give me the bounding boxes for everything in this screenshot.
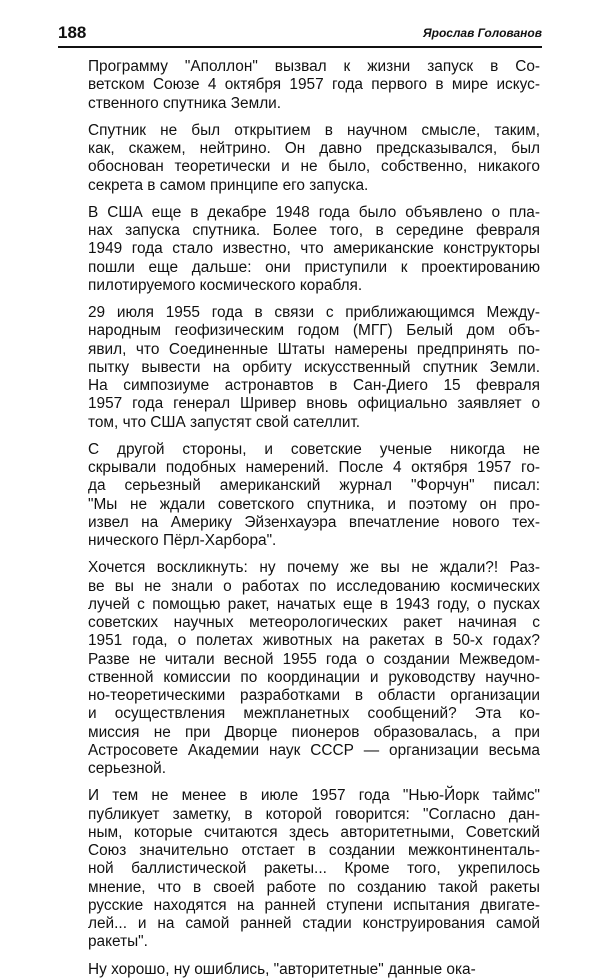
text-line: секрета в самом принципе его запуска.	[88, 176, 369, 194]
text-line: Астросовете Академии наук СССР — организации весьма	[88, 741, 540, 759]
text-line: Программу "Аполлон" вызвал к жизни запуск в Со-	[88, 58, 540, 75]
text-line: скрывали подобных намерений. После 4 октября 1957 го-	[88, 459, 540, 476]
text-line: Хочется воскликнуть: ну почему же вы не ждали?! Раз-	[88, 559, 540, 577]
paragraph	[88, 58, 540, 113]
text-line: И тем не менее в июле 1957 года "Нью-Йорк таймс"	[88, 787, 540, 805]
text-line: нического Пёрл-Харбора".	[88, 532, 277, 549]
text-line: "Мы не ждали советского спутника, и поэтому он про-	[88, 495, 540, 513]
paragraph-gap	[88, 778, 540, 787]
text-line: обоснован теоретически и не было, собственно, никакого	[88, 158, 540, 176]
paragraph	[88, 961, 540, 979]
text-line: Союз значительно отстает в создании межконтиненталь-	[88, 842, 540, 859]
text-line: 1951 года, о полетах животных на ракетах в 50-х годах?	[88, 632, 540, 650]
paragraph-gap	[88, 295, 540, 304]
paragraph-gap	[88, 113, 540, 122]
text-line: миссия не при Дворце пионеров образовалась, а при	[88, 723, 540, 741]
paragraph-gap	[88, 550, 540, 559]
text-line: советских научных метеорологических ракет начиная с	[88, 614, 540, 631]
text-line: том, что США запустят свой сателлит.	[88, 413, 361, 431]
text-line: ветском Союзе 4 октября 1957 года первого в мире искус-	[88, 76, 540, 94]
text-line: 1949 года стало известно, что американские конструкторы	[88, 240, 540, 258]
text-line: но-теоретическими разработками в области организации	[88, 687, 540, 704]
text-line: да серьезный американский журнал "Форчун" писал:	[88, 477, 540, 495]
running-head: Ярослав Голованов	[422, 26, 542, 40]
text-line: ным, которые считаются здесь авторитетными, Советский	[88, 823, 540, 841]
text-line: пошли еще дальше: они приступили к проектированию	[88, 258, 540, 276]
text-line: народным геофизическим годом (МГГ) Белый дом объ-	[88, 322, 540, 340]
text-line: публикует заметку, в которой говорится: "Согласно дан-	[88, 805, 540, 823]
body-text	[88, 58, 540, 979]
paragraph-gap	[88, 952, 540, 961]
text-line: лей... и на самой ранней стадии конструирования самой	[88, 915, 540, 932]
paragraph	[88, 559, 540, 778]
paragraph	[88, 122, 540, 195]
text-line: ве вы не знали о работах по исследованию космических	[88, 577, 540, 595]
paragraph	[88, 441, 540, 551]
text-line: ственного спутника Земли.	[88, 94, 282, 112]
text-line: На симпозиуме астронавтов в Сан-Диего 15 февраля	[88, 377, 540, 394]
text-line: В США еще в декабре 1948 года было объявлено о пла-	[88, 203, 540, 221]
text-line: Разве не читали весной 1955 года о создании Межведом-	[88, 650, 540, 668]
paragraph-gap	[88, 195, 540, 204]
text-line: ной баллистической ракеты... Кроме того, укрепилось	[88, 860, 540, 878]
paragraph	[88, 304, 540, 432]
text-line: извел на Америку Эйзенхауэра впечатление нового тех-	[88, 513, 540, 531]
text-line: и осуществления межпланетных сообщений? Эта ко-	[88, 705, 540, 723]
text-line: С другой стороны, и советские ученые никогда не	[88, 440, 540, 458]
page-number: 188	[58, 23, 87, 42]
text-line: как, скажем, нейтрино. Он давно предсказывался, был	[88, 140, 540, 157]
paragraph	[88, 204, 540, 295]
text-line: пилотируемого космического корабля.	[88, 276, 363, 294]
text-line: ракеты".	[88, 933, 148, 951]
paragraph	[88, 787, 540, 951]
text-line: 29 июля 1955 года в связи с приближающимся Между-	[88, 304, 540, 321]
text-line: Ну хорошо, ну ошиблись, "авторитетные" данные ока-	[88, 960, 476, 978]
text-line: нах запуска спутника. Более того, в середине февраля	[88, 222, 540, 239]
text-line: ственной комиссии по координации и руководству научно-	[88, 668, 540, 686]
text-line: мнение, что в своей работе по созданию такой ракеты	[88, 878, 540, 896]
text-line: 1957 года генерал Шривер вновь официально заявляет о	[88, 395, 540, 413]
text-line: лучей с помощью ракет, начатых еще в 1943 году, о пусках	[88, 595, 540, 613]
text-line: пытку вывести на орбиту искусственный спутник Земли.	[88, 358, 540, 376]
text-line: Спутник не был открытием в научном смысле, таким,	[88, 121, 540, 139]
text-line: явил, что Соединенные Штаты намерены предпринять по-	[88, 340, 540, 358]
page-header	[58, 20, 542, 48]
paragraph-gap	[88, 432, 540, 441]
text-line: серьезной.	[88, 760, 167, 777]
text-line: русские находятся на ранней ступени испытания двигате-	[88, 896, 540, 914]
